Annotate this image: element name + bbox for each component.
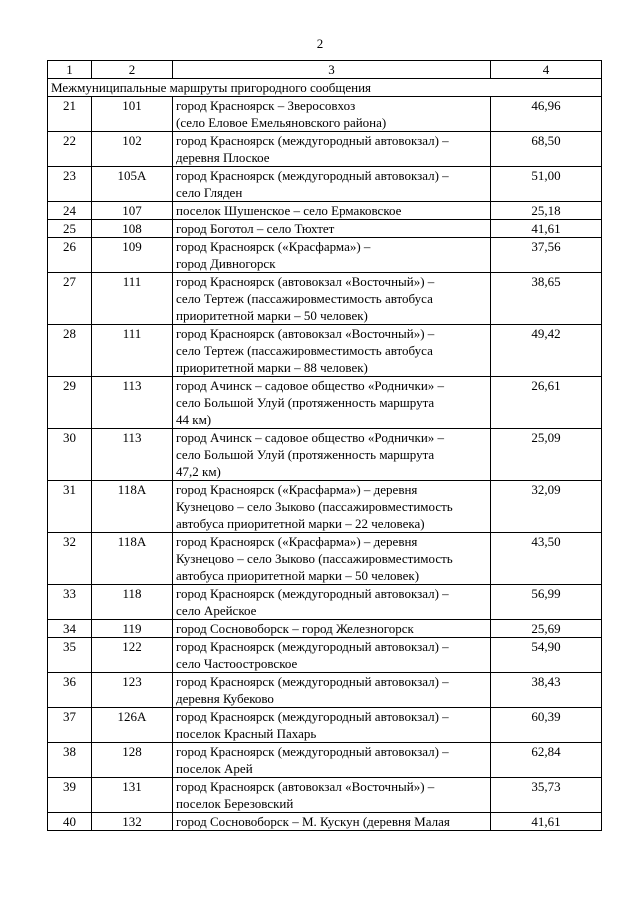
route-number: 118А — [92, 481, 173, 533]
table-row — [48, 167, 602, 202]
table-row — [48, 132, 602, 167]
route-description-line: село Арейское — [176, 603, 257, 618]
route-description-line: поселок Шушенское – село Ермаковское — [176, 203, 402, 218]
route-description-line: село Большой Улуй (протяженность маршрута — [176, 395, 435, 410]
route-description-line: Кузнецово – село Зыково (пассажировместимость — [176, 499, 453, 514]
route-description-line: город Красноярск (междугородный автовокзал) – — [176, 674, 449, 689]
route-description-line: город Красноярск (междугородный автовокзал) – — [176, 133, 449, 148]
row-number: 29 — [48, 377, 92, 429]
route-description-line: приоритетной марки – 50 человек) — [176, 308, 368, 323]
route-description-line: город Красноярск (междугородный автовокзал) – — [176, 744, 449, 759]
route-description-line: город Красноярск (междугородный автовокзал) – — [176, 168, 449, 183]
row-number: 24 — [48, 202, 92, 220]
route-number: 101 — [92, 97, 173, 132]
route-description-line: приоритетной марки – 88 человек) — [176, 360, 368, 375]
route-description-line: город Ачинск – садовое общество «Роднички» – — [176, 378, 445, 393]
route-description — [173, 273, 491, 325]
route-description-line: автобуса приоритетной марки – 50 человек) — [176, 568, 420, 583]
column-number-4: 4 — [491, 61, 602, 79]
routes-table — [47, 60, 602, 831]
table-row — [48, 220, 602, 238]
route-description-line: город Сосновоборск – город Железногорск — [176, 621, 414, 636]
row-number: 36 — [48, 673, 92, 708]
route-number: 123 — [92, 673, 173, 708]
route-description-line: поселок Красный Пахарь — [176, 726, 317, 741]
row-number: 23 — [48, 167, 92, 202]
route-description-line: город Красноярск – Зверосовхоз — [176, 98, 356, 113]
route-description-line: город Красноярск (междугородный автовокзал) – — [176, 709, 449, 724]
table-row — [48, 638, 602, 673]
row-number: 38 — [48, 743, 92, 778]
route-description-line: поселок Арей — [176, 761, 253, 776]
route-description — [173, 638, 491, 673]
row-number: 39 — [48, 778, 92, 813]
route-description — [173, 429, 491, 481]
table-row — [48, 743, 602, 778]
route-value: 41,61 — [491, 813, 602, 831]
table-row — [48, 813, 602, 831]
row-number: 22 — [48, 132, 92, 167]
table-row — [48, 708, 602, 743]
route-number: 128 — [92, 743, 173, 778]
route-description — [173, 708, 491, 743]
row-number: 25 — [48, 220, 92, 238]
route-number: 109 — [92, 238, 173, 273]
route-description — [173, 673, 491, 708]
row-number: 28 — [48, 325, 92, 377]
section-row — [48, 79, 602, 97]
table-row — [48, 620, 602, 638]
route-number: 126А — [92, 708, 173, 743]
route-value: 51,00 — [491, 167, 602, 202]
route-description-line: село Большой Улуй (протяженность маршрута — [176, 447, 435, 462]
route-value: 62,84 — [491, 743, 602, 778]
route-description-line: (село Еловое Емельяновского района) — [176, 115, 387, 130]
route-description-line: город Ачинск – садовое общество «Роднички» – — [176, 430, 445, 445]
table-row — [48, 377, 602, 429]
route-description-line: село Гляден — [176, 185, 243, 200]
route-number: 122 — [92, 638, 173, 673]
column-number-2: 2 — [92, 61, 173, 79]
route-description — [173, 481, 491, 533]
route-number: 118 — [92, 585, 173, 620]
route-value: 46,96 — [491, 97, 602, 132]
page-number: 2 — [316, 36, 324, 51]
route-description-line: город Дивногорск — [176, 256, 276, 271]
route-description-line: город Красноярск («Красфарма») – деревня — [176, 534, 418, 549]
route-number: 113 — [92, 377, 173, 429]
route-description-line: 47,2 км) — [176, 464, 221, 479]
route-value: 49,42 — [491, 325, 602, 377]
row-number: 34 — [48, 620, 92, 638]
route-value: 38,65 — [491, 273, 602, 325]
route-description-line: город Красноярск (автовокзал «Восточный») – — [176, 779, 435, 794]
row-number: 31 — [48, 481, 92, 533]
route-description-line: город Красноярск («Красфарма») – — [176, 239, 371, 254]
route-value: 38,43 — [491, 673, 602, 708]
table-row — [48, 325, 602, 377]
route-number: 132 — [92, 813, 173, 831]
route-description-line: село Тертеж (пассажировместимость автобуса — [176, 343, 433, 358]
row-number: 21 — [48, 97, 92, 132]
column-number-3: 3 — [173, 61, 491, 79]
route-number: 105А — [92, 167, 173, 202]
table-row — [48, 673, 602, 708]
table-row — [48, 778, 602, 813]
section-title: Межмуниципальные маршруты пригородного сообщения — [48, 79, 602, 97]
route-description-line: село Частоостровское — [176, 656, 298, 671]
route-number: 113 — [92, 429, 173, 481]
row-number: 40 — [48, 813, 92, 831]
route-description-line: 44 км) — [176, 412, 212, 427]
route-description-line: город Красноярск (междугородный автовокзал) – — [176, 639, 449, 654]
route-description — [173, 585, 491, 620]
row-number: 32 — [48, 533, 92, 585]
route-value: 37,56 — [491, 238, 602, 273]
route-value: 35,73 — [491, 778, 602, 813]
route-value: 26,61 — [491, 377, 602, 429]
row-number: 37 — [48, 708, 92, 743]
route-number: 131 — [92, 778, 173, 813]
route-number: 118А — [92, 533, 173, 585]
table-row — [48, 481, 602, 533]
route-value: 54,90 — [491, 638, 602, 673]
route-description-line: город Боготол – село Тюхтет — [176, 221, 335, 236]
route-description — [173, 97, 491, 132]
route-description-line: город Красноярск («Красфарма») – деревня — [176, 482, 418, 497]
route-description-line: деревня Кубеково — [176, 691, 274, 706]
table-row — [48, 202, 602, 220]
route-description-line: город Красноярск (междугородный автовокзал) – — [176, 586, 449, 601]
route-description-line: деревня Плоское — [176, 150, 270, 165]
route-description-line: город Сосновоборск – М. Кускун (деревня Малая — [176, 814, 450, 829]
row-number: 30 — [48, 429, 92, 481]
table-row — [48, 585, 602, 620]
route-description — [173, 167, 491, 202]
route-description — [173, 132, 491, 167]
column-number-row — [48, 61, 602, 79]
route-value: 43,50 — [491, 533, 602, 585]
route-number: 111 — [92, 325, 173, 377]
row-number: 33 — [48, 585, 92, 620]
route-description — [173, 202, 491, 220]
route-value: 25,18 — [491, 202, 602, 220]
route-description-line: город Красноярск (автовокзал «Восточный») – — [176, 326, 435, 341]
route-description-line: поселок Березовский — [176, 796, 294, 811]
route-description — [173, 743, 491, 778]
route-value: 60,39 — [491, 708, 602, 743]
route-description-line: автобуса приоритетной марки – 22 человека) — [176, 516, 425, 531]
row-number: 35 — [48, 638, 92, 673]
route-value: 25,09 — [491, 429, 602, 481]
route-value: 56,99 — [491, 585, 602, 620]
route-description-line: Кузнецово – село Зыково (пассажировместимость — [176, 551, 453, 566]
route-description-line: село Тертеж (пассажировместимость автобуса — [176, 291, 433, 306]
route-number: 102 — [92, 132, 173, 167]
route-number: 108 — [92, 220, 173, 238]
route-description — [173, 377, 491, 429]
table-row — [48, 533, 602, 585]
route-number: 119 — [92, 620, 173, 638]
route-description — [173, 620, 491, 638]
route-number: 111 — [92, 273, 173, 325]
route-value: 25,69 — [491, 620, 602, 638]
route-value: 68,50 — [491, 132, 602, 167]
table-row — [48, 97, 602, 132]
table-row — [48, 238, 602, 273]
route-description — [173, 325, 491, 377]
route-number: 107 — [92, 202, 173, 220]
route-description — [173, 220, 491, 238]
route-description — [173, 813, 491, 831]
route-value: 32,09 — [491, 481, 602, 533]
table-row — [48, 273, 602, 325]
table-row — [48, 429, 602, 481]
route-value: 41,61 — [491, 220, 602, 238]
route-description-line: город Красноярск (автовокзал «Восточный») – — [176, 274, 435, 289]
route-description — [173, 778, 491, 813]
route-description — [173, 533, 491, 585]
column-number-1: 1 — [48, 61, 92, 79]
row-number: 26 — [48, 238, 92, 273]
route-description — [173, 238, 491, 273]
row-number: 27 — [48, 273, 92, 325]
